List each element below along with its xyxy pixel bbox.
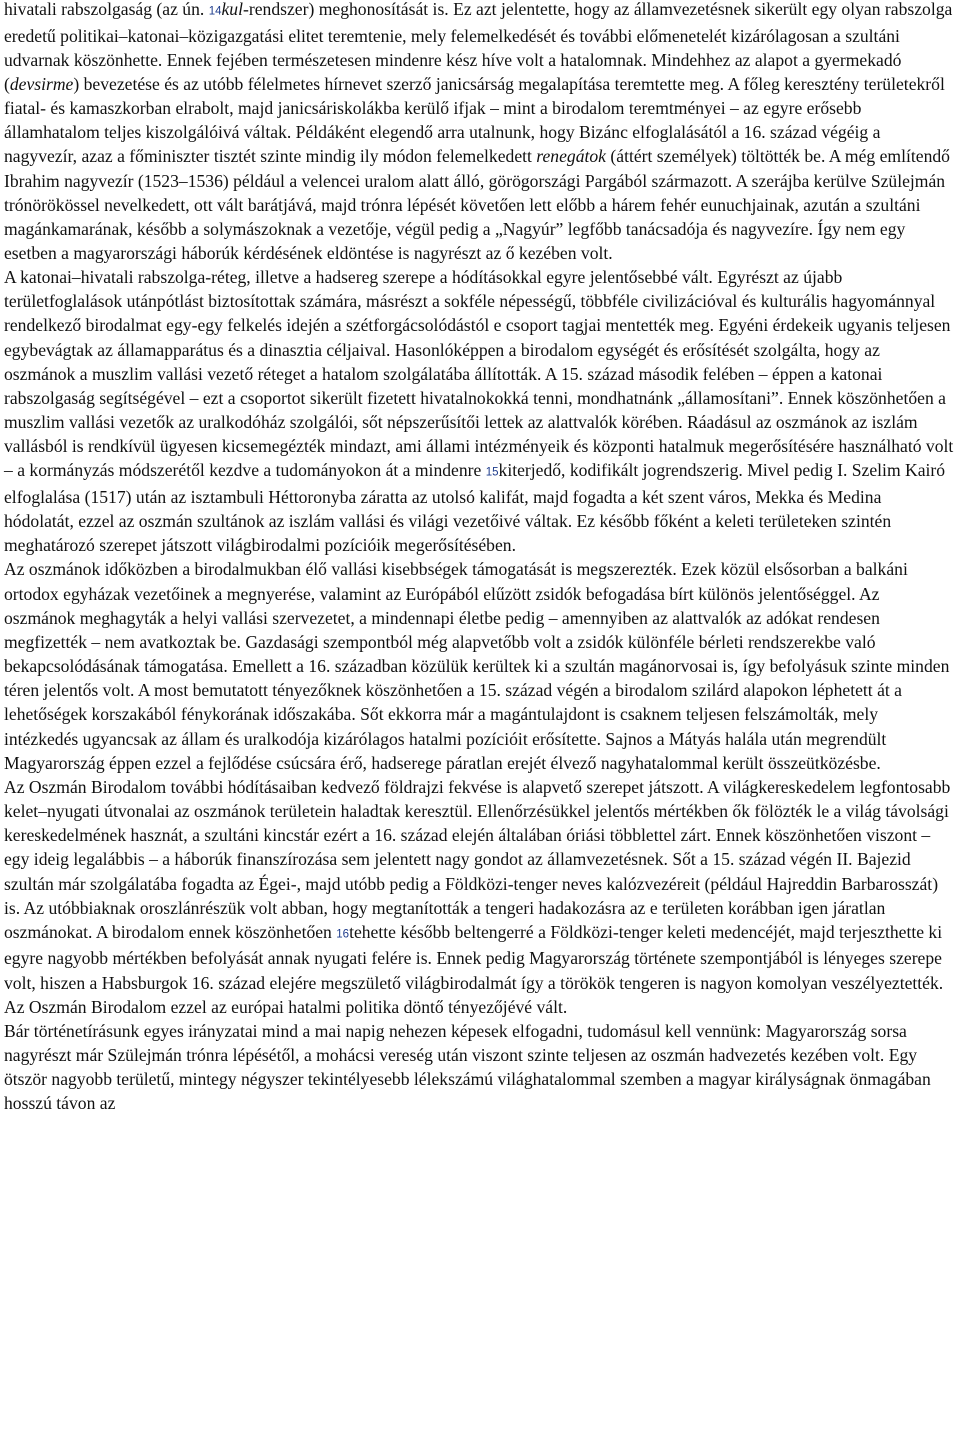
text-run: (áttért személyek) töltötték be. A még említendő Ibrahim nagyvezír (1523–1536) például a velencei uralom alatt álló, görögországi Pargából származott. A szerájba kerülve Szülejmán trónörökössel nevelkedett, ott vált barátjává, majd trónra lépését követően lett előbb a hárem fehér eunuchjainak, azután a szultáni magánkamarának, később a solymászoknak a vezetője, végül pedig a „Nagyúr” legfőbb tanácsadója és nagyvezíre. Így nem egy esetben a magyarországi háborúk kérdésének eldöntése is nagyrészt az ő kezében volt.: [4, 146, 950, 263]
paragraph: [4, 775, 954, 1019]
paragraph: [4, 0, 954, 265]
text-run: hivatali rabszolgaság (az ún.: [4, 0, 209, 19]
text-run: Az oszmánok időközben a birodalmukban élő vallási kisebbségek támogatását is megszerezték. Ezek közül elsősorban a balkáni ortodox egyházak vezetőinek a megnyerése, valamint az Európából elűzött zsidók befogadása bírt különös jelentőséggel. Az oszmánok meghagyták a helyi vallási szervezetet, a mindennapi életbe pedig – amennyiben az alattvalók az adókat rendesen megfizették – nem avatkoztak be. Gazdasági szempontból még alapvetőbb volt a zsidók különféle bérleti rendszerekbe való bekapcsolódásának támogatása. Emellett a 16. században közülük kerültek ki a szultán magánorvosai is, így befolyásuk szinte minden téren jelentős volt. A most bemutatott tényezőknek köszönhetően a 15. század végén a birodalom szilárd alapokon léphetett át a lehetőségek korszakából fénykorának időszakába. Sőt ekkorra már a magántulajdont is csaknem teljesen felszámolták, mely intézkedés ugyancsak az állam és uralkodója kizárólagos hatalmi pozícióit erősítette. Sajnos a Mátyás halála után megrendült Magyarország éppen ezzel a fejlődése csúcsára érő, hadserege páratlan erejét élvező nagyhatalommal került összeütközésbe.: [4, 559, 950, 773]
text-run: Az Oszmán Birodalom további hódításaiban kedvező földrajzi fekvése is alapvető szerepet játszott. A világkereskedelem legfontosabb kelet–nyugati útvonalai az oszmánok területein haladtak keresztül. Ellenőrzésükkel jelentős mértékben ők fölözték le a világ távolsági kereskedelmének hasznát, a szultáni kincstár ezért a 16. század elején általában óriási többlettel zárt. Ennek köszönhetően viszont – egy ideig legalábbis – a háborúk finanszírozása sem jelentett nagy gondot az államvezetésnek. Sőt a 15. század végén II. Bajezid szultán már szolgálatába fogadta az Égei-, majd utóbb pedig a Földközi-tenger neves kalózvezéreit (például Hajreddin Barbarosszát) is. Az utóbbiaknak oroszlánrészük volt abban, hogy megtanították a tengeri hadakozásra az e területen korábban igen járatlan oszmánokat. A birodalom ennek köszönhetően: [4, 776, 951, 942]
paragraph: [4, 557, 954, 774]
text-run: kiterjedő, kodifikált jogrendszerig. Mivel pedig I. Szelim Kairó elfoglalása (1517) után az isztambuli Héttoronyba záratta az utolsó kalifát, majd fogadta a két szent város, Mekka és Medina hódolatát, ezzel az oszmán szultánok az iszlám vallási és világi vezetőivé váltak. Ez később főként a keleti területeken szintén meghatározó szerepet játszott világbirodalmi pozícióik megerősítésében.: [4, 460, 946, 556]
text-run: tehette később beltengerré a Földközi-tenger keleti medencéjét, majd terjeszthette ki egyre nagyobb mértékben befolyását annak nyugati felére is. Ennek pedig Magyarország története szempontjából is lényeges szerepe volt, hiszen a Habsburgok 16. század elejére megszülető világbirodalmát így a törökök tengeren is nagyon komolyan veszélyeztették. Az Oszmán Birodalom ezzel az európai hatalmi politika döntő tényezőjévé vált.: [4, 921, 944, 1017]
text-run: -rendszer) meghonosítását is. Ez azt jelentette, hogy az államvezetésnek sikerült egy olyan rabszolga eredetű politikai–katonai–közigazgatási elitet teremtenie, mely felemelkedését és további előmenetelét kizárólagosan a szultáni udvarnak köszönhette. Ennek fejében természetesen mindenre kész híve volt a hatalomnak. Mindehhez az alapot a gyermekadó (: [4, 0, 953, 94]
italic-term: renegátok: [536, 146, 606, 167]
text-run: Bár történetírásunk egyes irányzatai mind a mai napig nehezen képesek elfogadni, tudomásul kell vennünk: Magyarország sorsa nagyrészt már Szülejmán trónra lépésétől, a mohácsi vereség után viszont szinte teljesen az oszmán hadvezetés kezében volt. Egy ötször nagyobb területű, mintegy négyszer tekintélyesebb lélekszámú világhatalommal szemben a magyar királyságnak önmagában hosszú távon az: [4, 1020, 931, 1114]
document-body: [4, 0, 954, 1116]
italic-term: kul: [221, 0, 243, 19]
footnote-link[interactable]: 16: [336, 928, 350, 941]
text-run: A katonai–hivatali rabszolga-réteg, illetve a hadsereg szerepe a hódításokkal egyre jelentősebbé vált. Egyrészt az újabb területfoglalások utánpótlást biztosítottak számára, másrészt a sokféle népességű, többféle civilizációval és kulturális hagyománnyal rendelkező birodalmat egy-egy felkelés idején a szétforgácsolódástól e csoport tagjai mentették meg. Egyéni érdekeik ugyanis teljesen egybevágtak az államapparátus és a dinasztia céljaival. Hasonlóképpen a birodalom egységét és erősítését szolgálta, hogy az oszmánok a muszlim vallási vezető réteget a hatalom szolgálatába állították. A 15. század második felében – éppen a katonai rabszolgaság segítségével – ezt a csoportot sikerült fizetett hivatalnokokká tenni, mondhatnánk „államosítani”. Ennek köszönhetően a muszlim vallási vezetők az uralkodóház szolgálói, sőt népszerűsítői lettek az alattvalók körében. Ráadásul az oszmánok az iszlám vallásból is rendkívül ügyesen kicsemegézték mindazt, ami állami intézményeik és központi hatalmuk megerősítésére használható volt – a kormányzás módszerétől kezdve a tudományokon át a mindenre: [4, 267, 954, 481]
paragraph: [4, 1019, 954, 1116]
footnote-link[interactable]: 15: [485, 466, 499, 479]
italic-term: devsirme: [9, 73, 74, 94]
text-run: ) bevezetése és az utóbb félelmetes hírnevet szerző janicsárság megalapítása teremtette meg. A főleg keresztény területekről fiatal- és kamaszkorban elrabolt, majd janicsáriskolákba kerülő ifjak – mint a birodalom teremtményei – az egyre erősebb államhatalom teljes kiszolgálóivá váltak. Példáként elegendő arra utalnunk, hogy Bizánc elfoglalásától a 16. század végéig a nagyvezír, azaz a főminiszter tisztét szinte mindig ily módon felemelkedett: [4, 73, 945, 167]
footnote-link[interactable]: 14: [208, 5, 222, 18]
paragraph: [4, 265, 954, 557]
